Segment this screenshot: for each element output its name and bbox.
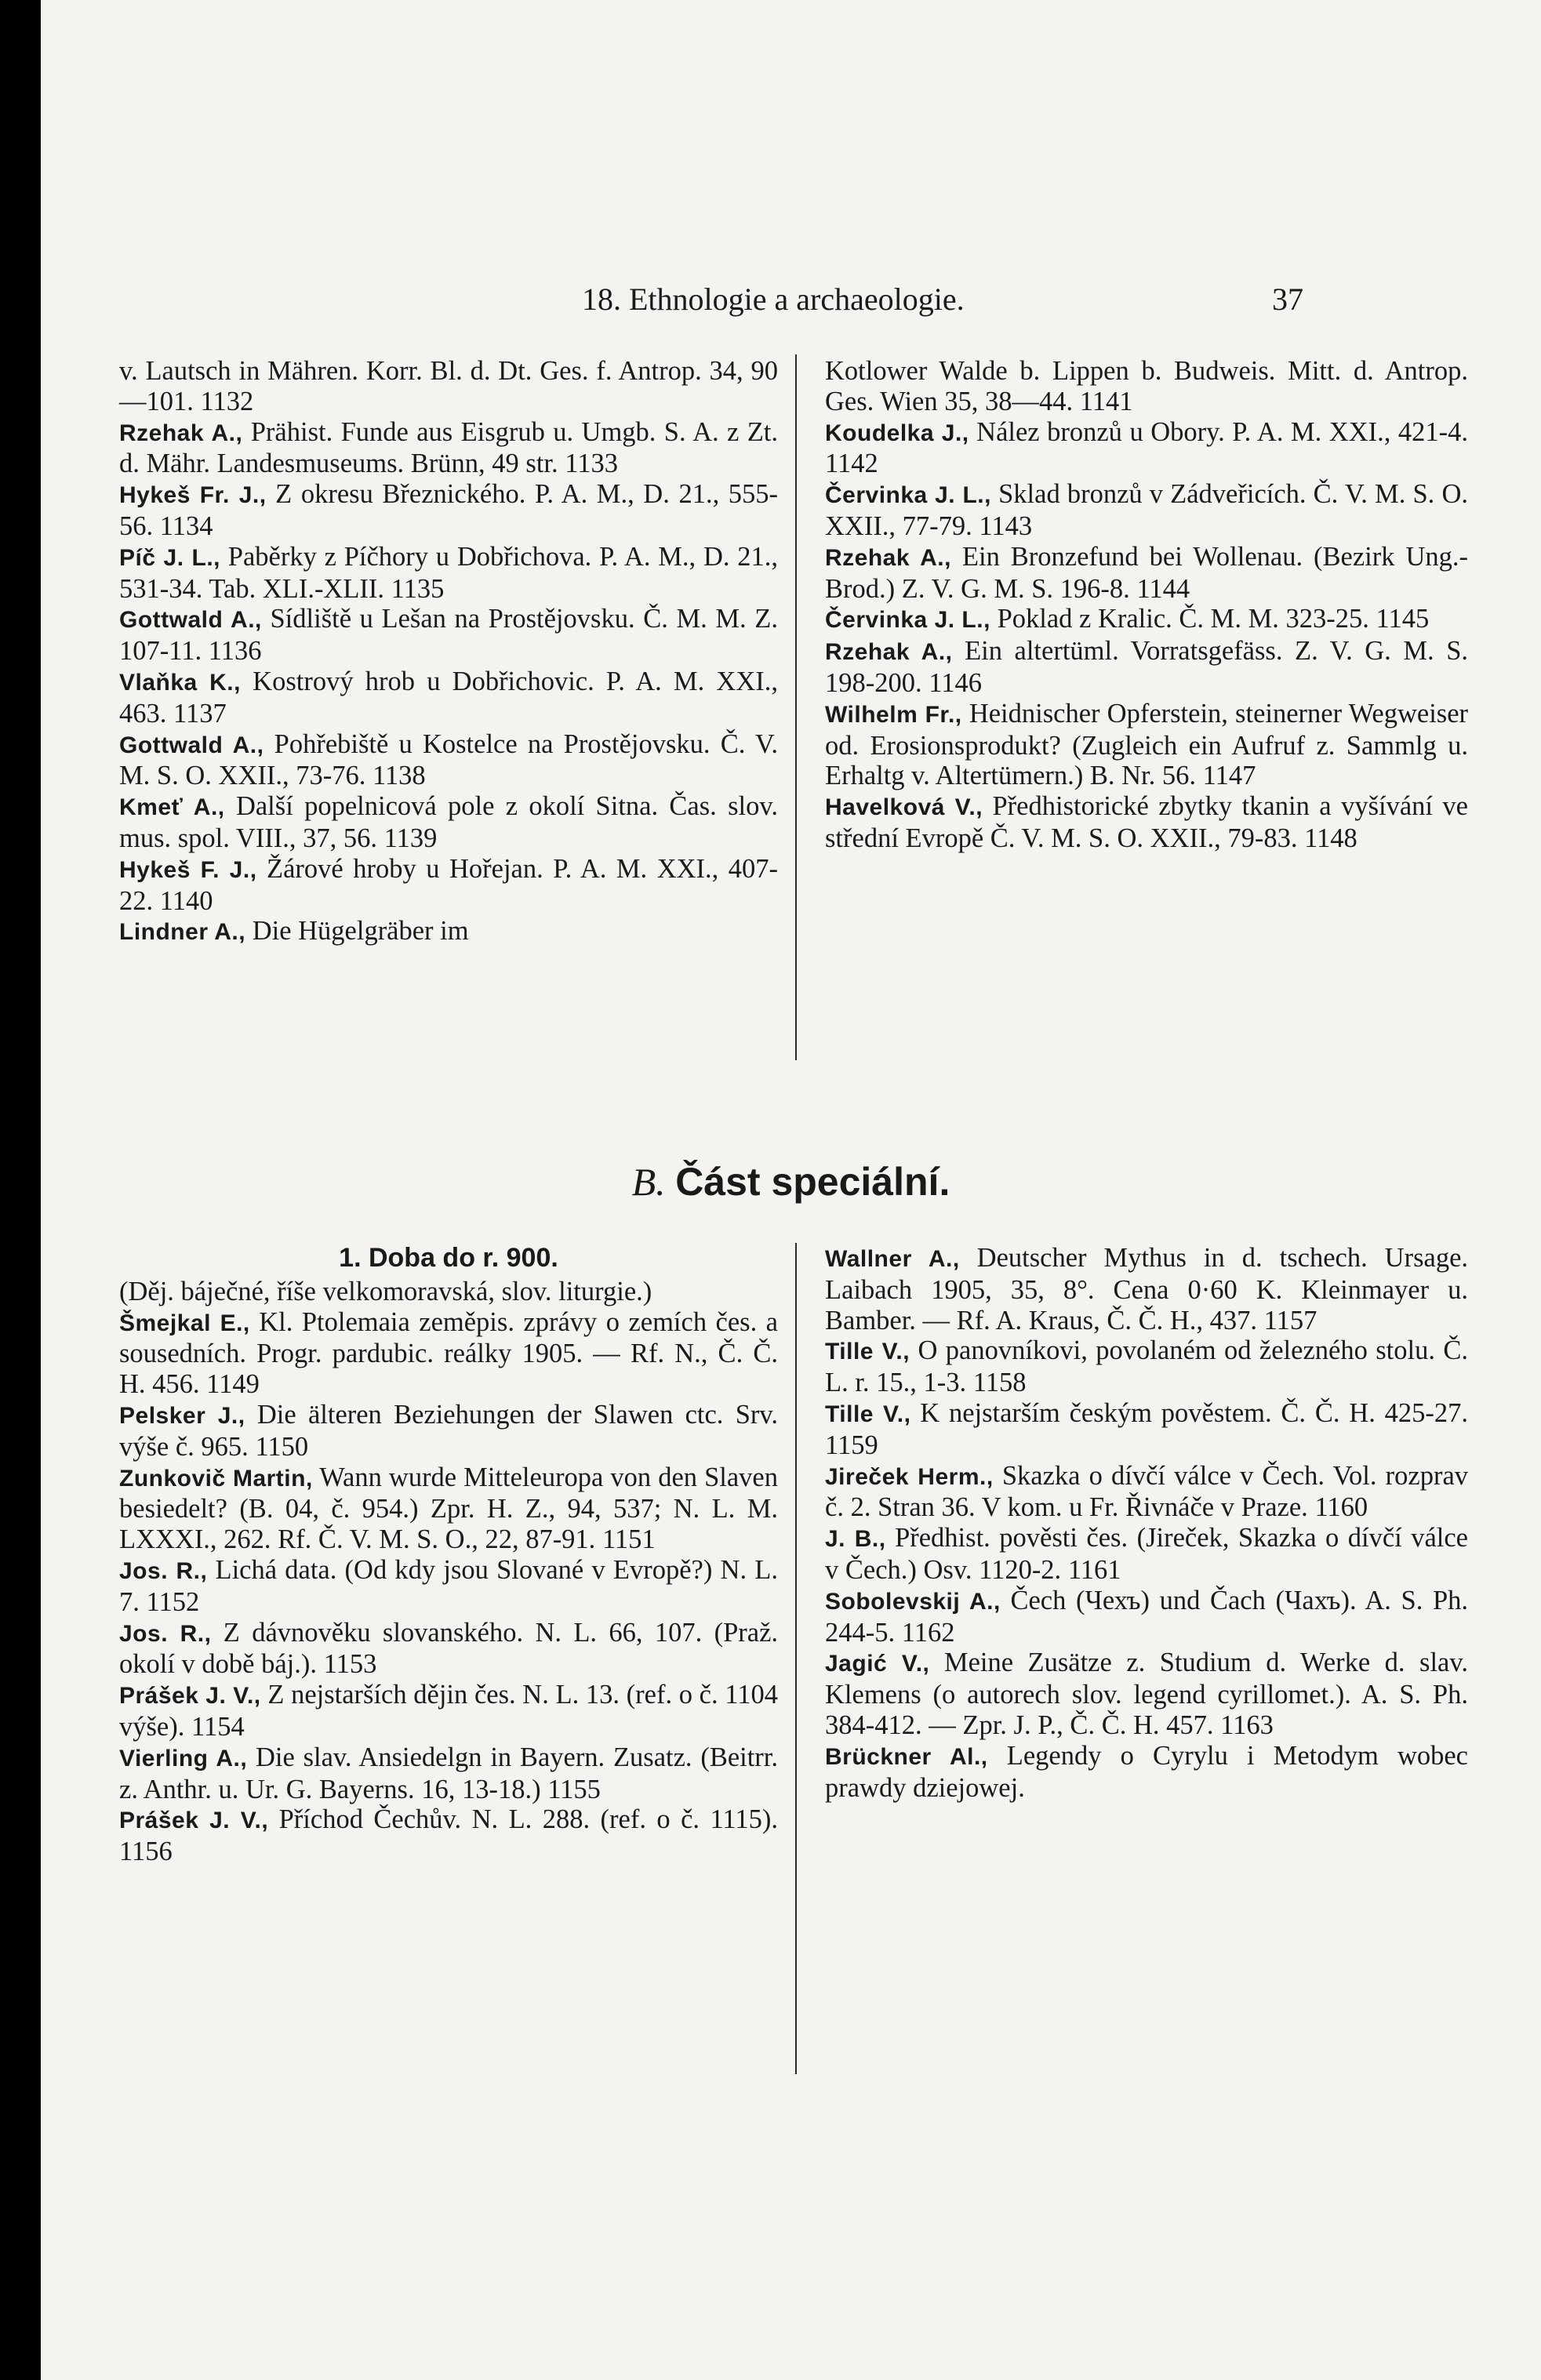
- entry-author: Jagić V.,: [825, 1651, 930, 1677]
- bibliography-entry: [825, 1335, 1468, 1398]
- entry-text: K nejstarším českým pověstem. Č. Č. H. 425-27.: [920, 1397, 1469, 1428]
- bibliography-entry: [119, 667, 778, 729]
- column-divider-top: [795, 354, 797, 1060]
- bibliography-entry: [825, 1741, 1468, 1804]
- bibliography-entry: [825, 1461, 1468, 1524]
- entry-number: 1151: [601, 1524, 656, 1555]
- running-head: 18. Ethnologie a archaeologie.: [582, 282, 965, 317]
- entry-author: J. B.,: [825, 1526, 886, 1553]
- bibliography-entry: [825, 604, 1468, 636]
- bibliography-entry: [119, 1555, 778, 1618]
- subsection-heading: 1. Doba do r. 900.: [339, 1243, 558, 1273]
- entry-text: Die älteren Beziehungen der Slawen ctc. Srv. výše č. 965.: [119, 1399, 778, 1462]
- entry-author: Gottwald A.,: [119, 732, 264, 758]
- bibliography-entry: [119, 1680, 778, 1742]
- section-title: [41, 1159, 1541, 1205]
- entry-number: 1160: [1314, 1492, 1368, 1523]
- entry-text: Příchod Čechův. N. L. 288. (ref. o č. 1115).: [278, 1804, 779, 1835]
- entry-number: 1146: [929, 667, 982, 698]
- entry-number: 1133: [565, 449, 618, 479]
- entry-text: Další popelnicová pole z okolí Sitna. Čas. slov. mus. spol. VIII., 37, 56.: [119, 791, 778, 853]
- bibliography-entry: [825, 479, 1468, 542]
- bibliography-entry: [119, 542, 778, 605]
- entry-number: 1132: [200, 386, 254, 416]
- entry-author: Pelsker J.,: [119, 1402, 245, 1429]
- entry-author: Červinka J. L.,: [825, 482, 991, 509]
- entry-number: 1138: [372, 761, 426, 791]
- bibliography-entry: [825, 636, 1468, 699]
- page-number: 37: [1272, 282, 1303, 317]
- entry-author: Červinka J. L.,: [825, 607, 990, 634]
- bibliography-entry: [825, 791, 1468, 854]
- entry-text: Pohřebiště u Kostelce na Prostějovsku. Č. V. M. S. O. XXII., 73-76.: [119, 729, 778, 791]
- entry-text: Z nejstarších dějin čes. N. L. 13. (ref. o č. 1104 výše).: [119, 1680, 779, 1742]
- entry-author: Koudelka J.,: [825, 420, 969, 446]
- entry-author: Vierling A.,: [119, 1745, 248, 1771]
- entry-author: Rzehak A.,: [825, 639, 953, 666]
- entry-author: Lindner A.,: [119, 919, 246, 946]
- entry-text: Předhist. pověsti čes. (Jireček, Skazka o dívčí válce v Čech.) Osv. 1120-2.: [825, 1523, 1468, 1585]
- entry-text: Kostrový hrob u Dobřichovic. P. A. M. XXI., 463.: [119, 666, 778, 729]
- entry-author: Kmeť A.,: [119, 794, 225, 821]
- entry-text: Ein Bronzefund bei Wollenau. (Bezirk Ung.-Brod.) Z. V. G. M. S. 196-8.: [825, 541, 1469, 604]
- entry-author: Šmejkal E.,: [119, 1310, 250, 1336]
- column-3: [119, 1243, 778, 1867]
- entry-author: Jireček Herm.,: [825, 1463, 994, 1490]
- entry-text: Čech (Чехъ) und Čach (Чахъ). A. S. Ph. 244-5.: [825, 1585, 1469, 1648]
- entry-author: Rzehak A.,: [825, 544, 951, 571]
- column-2: [825, 356, 1468, 854]
- entry-number: 1147: [1202, 761, 1256, 791]
- column-4: [825, 1243, 1468, 1803]
- entry-number: 1135: [391, 573, 445, 604]
- bibliography-entry: [825, 699, 1468, 791]
- bibliography-entry: [825, 1523, 1468, 1586]
- entry-number: 1155: [547, 1774, 601, 1804]
- entry-author: Vlaňka K.,: [119, 669, 241, 696]
- bibliography-entry: [119, 1804, 778, 1867]
- entry-number: 1137: [173, 698, 227, 729]
- entry-number: 1162: [901, 1617, 955, 1648]
- entry-text: Lichá data. (Od kdy jsou Slované v Evropě?) N. L. 7.: [119, 1554, 779, 1617]
- section-title-text: Část speciální.: [675, 1160, 950, 1204]
- entry-author: Brückner Al.,: [825, 1743, 988, 1770]
- column-1: [119, 356, 778, 948]
- entry-number: 1141: [1079, 386, 1133, 416]
- entry-number: 1159: [825, 1430, 878, 1460]
- entry-text: Sídliště u Lešan na Prostějovsku. Č. M. M. Z. 107-11.: [119, 604, 778, 667]
- entry-author: Rzehak A.,: [119, 420, 243, 446]
- entry-text: Legendy o Cyrylu i Metodym wobec prawdy dziejowej.: [825, 1740, 1468, 1803]
- section-letter: B.: [631, 1160, 666, 1204]
- entry-number: 1161: [1067, 1554, 1121, 1585]
- bibliography-entry: [119, 1742, 778, 1805]
- entry-author: Prášek J. V.,: [119, 1808, 269, 1834]
- entry-text: Předhistorické zbytky tkanin a vyšívání ve střední Evropě Č. V. M. S. O. XXII., 79-83.: [825, 791, 1468, 853]
- entry-text: Z dávnověku slovanského. N. L. 66, 107. (Praž. okolí v době báj.).: [119, 1617, 779, 1680]
- entry-number: 1139: [383, 823, 438, 853]
- bibliography-entry: [119, 356, 778, 417]
- entry-text: Skazka o dívčí válce v Čech. Vol. rozprav č. 2. Stran 36. V kom. u Fr. Řivnáče v Praze.: [825, 1460, 1469, 1523]
- page-header: [41, 281, 1541, 328]
- entry-text: Kotlower Walde b. Lippen b. Budweis. Mitt. d. Antrop. Ges. Wien 35, 38—44.: [825, 356, 1468, 416]
- entry-author: Sobolevskij A.,: [825, 1588, 1001, 1615]
- entry-number: 1149: [206, 1369, 260, 1400]
- entry-number: 1150: [255, 1431, 309, 1462]
- entry-number: 1143: [979, 511, 1033, 541]
- entry-text: Paběrky z Píčhory u Dobřichova. P. A. M., D. 21., 531-34. Tab. XLI.-XLII.: [119, 541, 779, 604]
- bibliography-entry: [119, 916, 778, 948]
- bibliography-entry: [119, 479, 778, 542]
- bibliography-entry: [119, 604, 778, 667]
- entry-number: 1154: [191, 1711, 245, 1742]
- entry-text: Ein altertüml. Vorratsgefäss. Z. V. G. M. S. 198-200.: [825, 636, 1469, 698]
- column-divider-bottom: [795, 1243, 797, 2074]
- entry-author: Zunkovič Martin,: [119, 1465, 313, 1492]
- entry-author: Jos. R.,: [119, 1620, 212, 1647]
- entry-number: 1140: [159, 885, 213, 916]
- entry-author: Tille V.,: [825, 1401, 911, 1427]
- entry-author: Havelková V.,: [825, 794, 983, 821]
- entry-author: Prášek J. V.,: [119, 1683, 261, 1710]
- bibliography-entry: [825, 1648, 1468, 1740]
- bibliography-entry: [119, 729, 778, 792]
- entry-text: Die Hügelgräber im: [252, 916, 469, 947]
- entry-text: Die slav. Ansiedelgn in Bayern. Zusatz. (Beitrr. z. Anthr. u. Ur. G. Bayerns. 16, 13-18.): [119, 1742, 779, 1804]
- entry-text: Deutscher Mythus in d. tschech. Ursage. Laibach 1905, 35, 8°. Cena 0·60 K. Kleinmayer u. Bamber. — Rf. A. Kraus, Č. Č. H., 437.: [825, 1243, 1469, 1335]
- entry-text: Nález bronzů u Obory. P. A. M. XXI., 421-4.: [976, 416, 1469, 447]
- entry-text: Wann wurde Mitteleuropa von den Slaven besiedelt? (B. 04, č. 954.) Zpr. H. Z., 94, 537; N. L. M. LXXXI., 262. Rf. Č. V. M. S. O., 22, 87-91.: [119, 1462, 778, 1555]
- entry-text: O panovníkovi, povolaném od železného stolu. Č. L. r. 15., 1-3.: [825, 1335, 1469, 1398]
- bibliography-entry: [119, 791, 778, 854]
- bibliography-entry: [825, 1586, 1468, 1648]
- bibliography-entry: [825, 417, 1468, 480]
- bibliography-entry: [825, 542, 1468, 605]
- entry-text: Heidnischer Opferstein, steinerner Wegweiser od. Erosionsprodukt? (Zugleich ein Aufruf z. Sammlg u. Erhaltg v. Altertümern.) B. Nr. 56.: [825, 698, 1469, 791]
- entry-text: Sklad bronzů v Zádveřicích. Č. V. M. S. O. XXII., 77-79.: [825, 479, 1468, 541]
- entry-number: 1142: [825, 449, 878, 479]
- entry-text: Z okresu Březnického. P. A. M., D. 21., 555-56.: [119, 479, 779, 541]
- entry-number: 1163: [1220, 1710, 1274, 1740]
- column-3-entries: [119, 1307, 778, 1867]
- entry-number: 1145: [1376, 604, 1430, 634]
- entry-author: Jos. R.,: [119, 1557, 208, 1584]
- entry-text: Žárové hroby u Hořejan. P. A. M. XXI., 407-22.: [119, 853, 779, 916]
- entry-number: 1134: [159, 511, 213, 541]
- entry-text: Meine Zusätze z. Studium d. Werke d. slav. Klemens (o autorech slov. legend cyrillomet.). A. S. Ph. 384-412. — Zpr. J. P., Č. Č. H. 457.: [825, 1648, 1469, 1740]
- bibliography-entry: [825, 1243, 1468, 1335]
- entry-author: Tille V.,: [825, 1339, 910, 1365]
- entry-author: Wilhelm Fr.,: [825, 701, 962, 728]
- entry-author: Wallner A.,: [825, 1246, 960, 1272]
- page: [41, 0, 1541, 2380]
- bibliography-entry: [825, 1398, 1468, 1461]
- bibliography-entry: [119, 1400, 778, 1463]
- bibliography-entry: [119, 1463, 778, 1555]
- entry-number: 1144: [1136, 573, 1190, 604]
- entry-text: v. Lautsch in Mähren. Korr. Bl. d. Dt. Ges. f. Antrop. 34, 90—101.: [119, 356, 778, 416]
- entry-number: 1153: [323, 1649, 377, 1680]
- bibliography-entry: [119, 1618, 778, 1681]
- entry-number: 1148: [1304, 823, 1357, 853]
- subsection-note: (Děj. báječné, říše velkomoravská, slov. liturgie.): [119, 1276, 652, 1306]
- entry-number: 1158: [972, 1368, 1027, 1398]
- entry-number: 1136: [208, 636, 262, 667]
- entry-author: Hykeš Fr. J.,: [119, 482, 267, 509]
- entry-author: Hykeš F. J.,: [119, 856, 257, 883]
- bibliography-entry: [119, 1307, 778, 1400]
- entry-number: 1157: [1263, 1305, 1317, 1335]
- entry-number: 1152: [146, 1586, 200, 1617]
- entry-text: Kl. Ptolemaia zeměpis. zprávy o zemích čes. a sousedních. Progr. pardubic. reálky 1905. — Rf. N., Č. Č. H. 456.: [119, 1306, 778, 1400]
- entry-text: Poklad z Kralic. Č. M. M. 323-25.: [997, 604, 1369, 634]
- entry-author: Gottwald A.,: [119, 607, 262, 634]
- entry-text: Prähist. Funde aus Eisgrub u. Umgb. S. A. z Zt. d. Mähr. Landesmuseums. Brünn, 49 str.: [119, 416, 778, 479]
- entry-number: 1156: [119, 1837, 173, 1867]
- entry-author: Píč J. L.,: [119, 544, 221, 571]
- bibliography-entry: [119, 854, 778, 917]
- bibliography-entry: [119, 417, 778, 480]
- bibliography-entry: [825, 356, 1468, 417]
